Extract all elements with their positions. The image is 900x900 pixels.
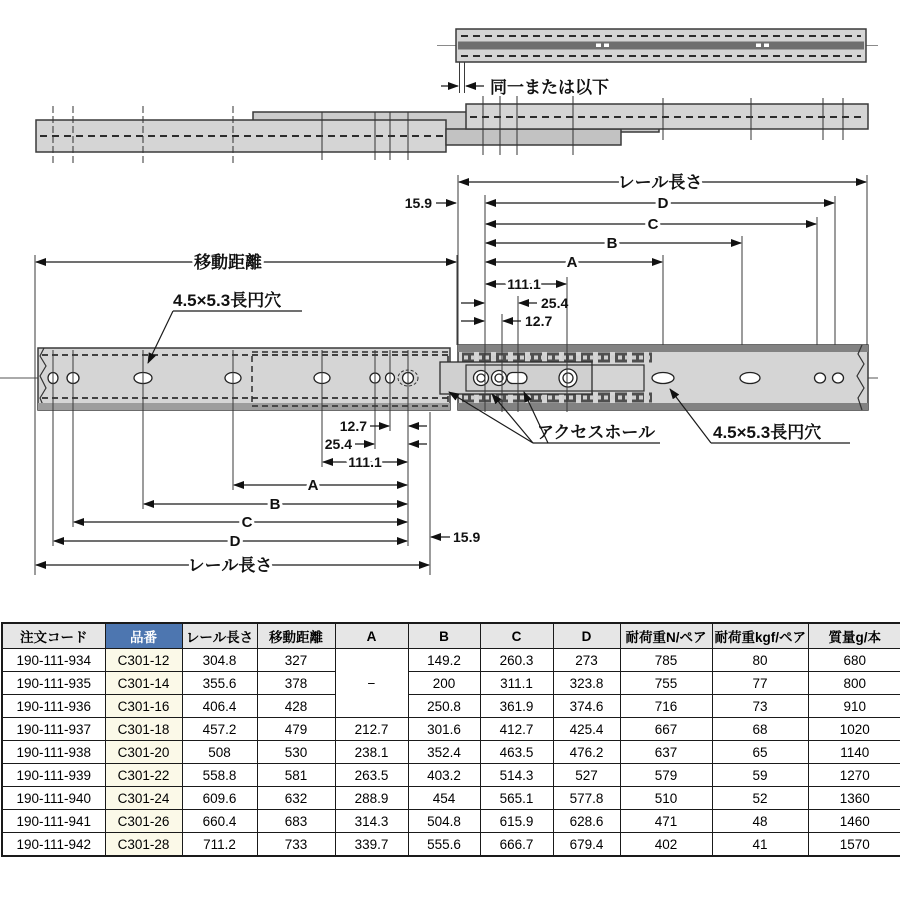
- label-access-hole: アクセスホール: [536, 423, 656, 442]
- extended-rail-overview: [36, 96, 868, 166]
- column-header: 質量g/本: [808, 623, 900, 649]
- column-header: A: [335, 623, 408, 649]
- table-row: [2, 833, 900, 857]
- table-cell: 339.7: [335, 833, 408, 857]
- table-cell: 190-111-941: [2, 810, 105, 833]
- table-cell: 1020: [808, 718, 900, 741]
- table-cell: 190-111-936: [2, 695, 105, 718]
- table-cell: 660.4: [182, 810, 257, 833]
- table-cell: 667: [620, 718, 712, 741]
- dim-c-right: C: [647, 216, 659, 233]
- table-row: [2, 695, 900, 718]
- dim-b-right: B: [606, 235, 618, 252]
- table-cell: 637: [620, 741, 712, 764]
- closed-rail-top-view: [437, 29, 878, 97]
- table-cell: 301.6: [408, 718, 480, 741]
- column-header: 移動距離: [257, 623, 335, 649]
- table-cell: 733: [257, 833, 335, 857]
- dim-111-left: 111.1: [348, 454, 382, 470]
- dim-a-right: A: [566, 254, 578, 271]
- table-cell: C301-12: [105, 649, 182, 672]
- table-cell: 238.1: [335, 741, 408, 764]
- table-cell: 311.1: [480, 672, 553, 695]
- table-cell: 65: [712, 741, 808, 764]
- table-cell: 361.9: [480, 695, 553, 718]
- spec-table: [1, 622, 900, 857]
- table-cell: 190-111-940: [2, 787, 105, 810]
- dim-d-left: D: [229, 533, 241, 550]
- table-cell: 190-111-934: [2, 649, 105, 672]
- table-row: [2, 810, 900, 833]
- column-header: 耐荷重kgf/ペア: [712, 623, 808, 649]
- table-cell: 190-111-935: [2, 672, 105, 695]
- table-cell: 716: [620, 695, 712, 718]
- label-rail-length-left: レール長さ: [187, 556, 273, 575]
- table-cell: 577.8: [553, 787, 620, 810]
- dim-254-right: 25.4: [541, 295, 569, 311]
- table-cell: 190-111-937: [2, 718, 105, 741]
- table-cell: 428: [257, 695, 335, 718]
- table-cell: 48: [712, 810, 808, 833]
- table-cell: 374.6: [553, 695, 620, 718]
- table-cell: C301-18: [105, 718, 182, 741]
- header-row: [2, 623, 900, 649]
- table-cell: 558.8: [182, 764, 257, 787]
- table-cell: 149.2: [408, 649, 480, 672]
- table-row: [2, 764, 900, 787]
- table-cell: C301-26: [105, 810, 182, 833]
- table-cell: 632: [257, 787, 335, 810]
- table-cell: 304.8: [182, 649, 257, 672]
- table-cell: 800: [808, 672, 900, 695]
- column-header: レール長さ: [182, 623, 257, 649]
- table-cell: 200: [408, 672, 480, 695]
- table-cell: 355.6: [182, 672, 257, 695]
- table-cell: 555.6: [408, 833, 480, 857]
- table-cell: 327: [257, 649, 335, 672]
- column-header: 耐荷重N/ペア: [620, 623, 712, 649]
- table-cell: 479: [257, 718, 335, 741]
- table-cell: 273: [553, 649, 620, 672]
- table-cell: 510: [620, 787, 712, 810]
- label-travel-distance: 移動距離: [194, 253, 262, 272]
- table-cell: 260.3: [480, 649, 553, 672]
- label-same-or-less: 同一または以下: [490, 78, 609, 97]
- table-cell: 323.8: [553, 672, 620, 695]
- dim-254-left: 25.4: [324, 436, 352, 452]
- table-cell: 1270: [808, 764, 900, 787]
- table-cell: 476.2: [553, 741, 620, 764]
- table-cell: 609.6: [182, 787, 257, 810]
- table-cell: 785: [620, 649, 712, 672]
- label-oblong-hole-left: 4.5×5.3長円穴: [173, 291, 282, 310]
- table-cell: 403.2: [408, 764, 480, 787]
- table-row: [2, 741, 900, 764]
- dim-a-left: A: [307, 477, 319, 494]
- table-cell: 52: [712, 787, 808, 810]
- table-cell: 73: [712, 695, 808, 718]
- column-header: C: [480, 623, 553, 649]
- table-cell: 41: [712, 833, 808, 857]
- table-cell: 190-111-938: [2, 741, 105, 764]
- table-cell: 59: [712, 764, 808, 787]
- table-cell: 1570: [808, 833, 900, 857]
- dim-127-left: 12.7: [339, 418, 367, 434]
- table-cell: 463.5: [480, 741, 553, 764]
- table-cell: C301-24: [105, 787, 182, 810]
- table-cell: 190-111-942: [2, 833, 105, 857]
- table-cell: 680: [808, 649, 900, 672]
- table-cell: 1460: [808, 810, 900, 833]
- table-cell: 1140: [808, 741, 900, 764]
- table-row: [2, 649, 900, 672]
- spec-table-section: [1, 622, 899, 857]
- table-cell: 250.8: [408, 695, 480, 718]
- table-cell: 504.8: [408, 810, 480, 833]
- dim-b-left: B: [269, 496, 281, 513]
- table-cell: C301-16: [105, 695, 182, 718]
- table-cell: 454: [408, 787, 480, 810]
- label-rail-length-right: レール長さ: [617, 173, 703, 192]
- table-cell: 530: [257, 741, 335, 764]
- table-cell: 77: [712, 672, 808, 695]
- table-row: [2, 718, 900, 741]
- table-cell: 514.3: [480, 764, 553, 787]
- label-oblong-hole-right: 4.5×5.3長円穴: [713, 423, 822, 442]
- right-rail-drawing: [440, 345, 868, 410]
- table-cell: 615.9: [480, 810, 553, 833]
- table-cell: 412.7: [480, 718, 553, 741]
- table-cell: 378: [257, 672, 335, 695]
- table-cell: 1360: [808, 787, 900, 810]
- table-cell: 457.2: [182, 718, 257, 741]
- table-cell: 314.3: [335, 810, 408, 833]
- dim-159-left: 15.9: [453, 529, 481, 545]
- table-cell: 425.4: [553, 718, 620, 741]
- column-header: 品番: [105, 623, 182, 649]
- left-rail-drawing: [38, 348, 450, 410]
- table-cell: 288.9: [335, 787, 408, 810]
- table-cell: 190-111-939: [2, 764, 105, 787]
- table-cell: 406.4: [182, 695, 257, 718]
- table-body: [2, 649, 900, 857]
- table-cell: 212.7: [335, 718, 408, 741]
- table-cell: −: [335, 649, 408, 718]
- table-cell: 581: [257, 764, 335, 787]
- table-cell: 565.1: [480, 787, 553, 810]
- table-cell: 68: [712, 718, 808, 741]
- table-cell: 679.4: [553, 833, 620, 857]
- table-cell: 508: [182, 741, 257, 764]
- dim-159-right: 15.9: [404, 195, 432, 211]
- table-cell: 666.7: [480, 833, 553, 857]
- table-cell: 402: [620, 833, 712, 857]
- table-cell: C301-14: [105, 672, 182, 695]
- dim-c-left: C: [241, 514, 253, 531]
- table-row: [2, 672, 900, 695]
- table-cell: C301-28: [105, 833, 182, 857]
- table-cell: 80: [712, 649, 808, 672]
- table-row: [2, 787, 900, 810]
- table-cell: C301-20: [105, 741, 182, 764]
- dimensions-right: [405, 172, 866, 329]
- table-cell: 352.4: [408, 741, 480, 764]
- column-header: B: [408, 623, 480, 649]
- dim-111-right: 111.1: [507, 276, 541, 292]
- dim-d-right: D: [657, 195, 669, 212]
- table-cell: 527: [553, 764, 620, 787]
- column-header: 注文コード: [2, 623, 105, 649]
- dim-127-right: 12.7: [525, 313, 553, 329]
- table-cell: C301-22: [105, 764, 182, 787]
- table-cell: 711.2: [182, 833, 257, 857]
- table-cell: 683: [257, 810, 335, 833]
- table-cell: 263.5: [335, 764, 408, 787]
- table-cell: 579: [620, 764, 712, 787]
- table-cell: 471: [620, 810, 712, 833]
- column-header: D: [553, 623, 620, 649]
- table-cell: 755: [620, 672, 712, 695]
- table-cell: 910: [808, 695, 900, 718]
- table-cell: 628.6: [553, 810, 620, 833]
